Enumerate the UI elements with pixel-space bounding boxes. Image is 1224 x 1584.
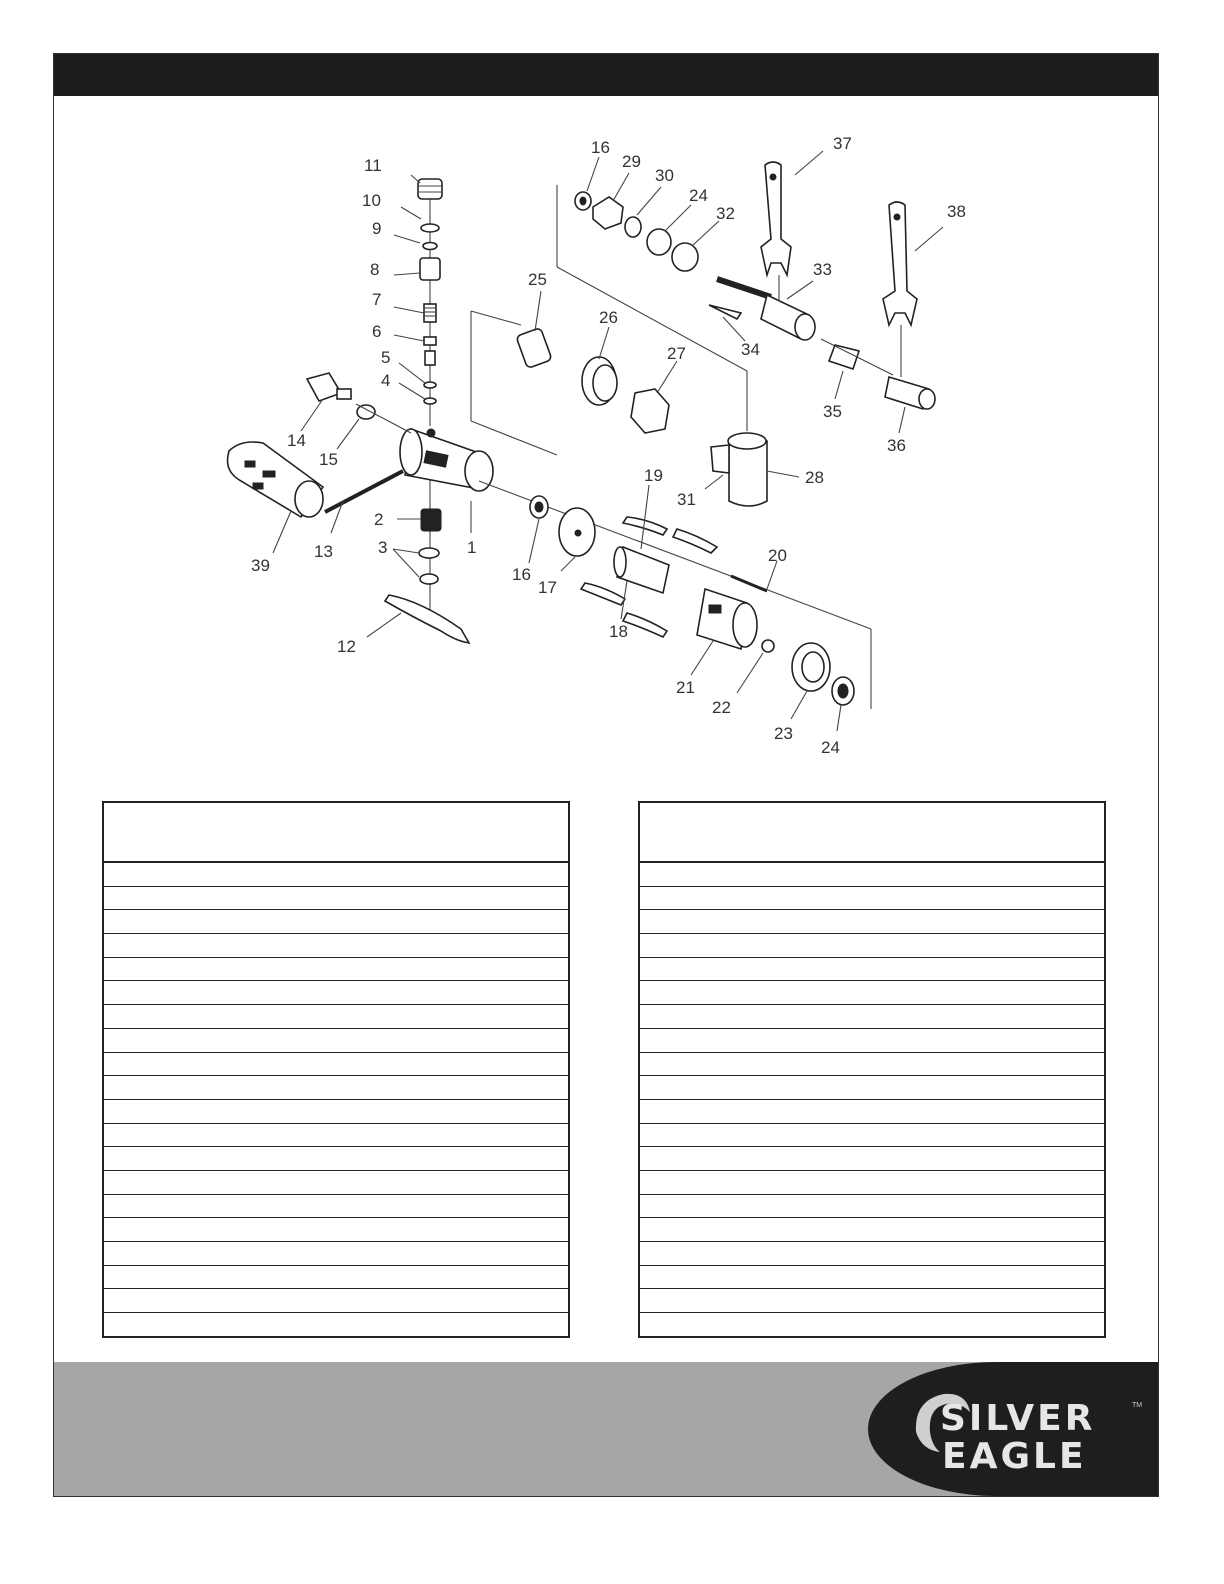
table-row (639, 1289, 1105, 1313)
callout-28: 28 (805, 468, 824, 487)
table-row (103, 934, 569, 958)
table-row (103, 1170, 569, 1194)
table-row (639, 886, 1105, 910)
part-1-housing (400, 429, 493, 491)
parts-table-left (102, 801, 570, 1338)
table-row (103, 1076, 569, 1100)
callout-24-b: 24 (821, 738, 840, 757)
callout-9: 9 (372, 219, 382, 238)
callout-37: 37 (833, 134, 852, 153)
table-row (103, 1147, 569, 1171)
table-row (103, 1123, 569, 1147)
table-row (103, 957, 569, 981)
parts-table-right (638, 801, 1106, 1338)
callout-1: 1 (467, 538, 477, 557)
part-33-spindle (717, 279, 815, 340)
callout-7: 7 (372, 290, 382, 309)
table-row (103, 1265, 569, 1289)
table-row (103, 1313, 569, 1337)
part-28-angle-head (711, 433, 767, 506)
table-row (103, 1099, 569, 1123)
table-row (103, 1289, 569, 1313)
table-row (103, 1218, 569, 1242)
callout-20: 20 (768, 546, 787, 565)
callout-21: 21 (676, 678, 695, 697)
table-row (639, 1313, 1105, 1337)
table-row (639, 1028, 1105, 1052)
callout-23: 23 (774, 724, 793, 743)
callout-14: 14 (287, 431, 306, 450)
callout-31: 31 (677, 490, 696, 509)
brand-logo (868, 1362, 1158, 1496)
part-21-cylinder (697, 589, 757, 649)
table-row (639, 1123, 1105, 1147)
table-row (103, 1005, 569, 1029)
callout-26: 26 (599, 308, 618, 327)
brand-line1: SILVER (940, 1398, 1096, 1439)
callout-3: 3 (378, 538, 388, 557)
table-row (639, 1099, 1105, 1123)
table-row (639, 1170, 1105, 1194)
exploded-parts-diagram (54, 54, 1158, 774)
table-row (103, 1028, 569, 1052)
callout-27: 27 (667, 344, 686, 363)
callout-22: 22 (712, 698, 731, 717)
callout-36: 36 (887, 436, 906, 455)
part-38-wrench (883, 202, 917, 325)
callout-19: 19 (644, 466, 663, 485)
callout-8: 8 (370, 260, 380, 279)
callout-16-b: 16 (512, 565, 531, 584)
callout-38: 38 (947, 202, 966, 221)
callout-10: 10 (362, 191, 381, 210)
table-row (639, 1005, 1105, 1029)
table-row (639, 910, 1105, 934)
table-row (639, 1147, 1105, 1171)
callout-11: 11 (364, 156, 382, 175)
callout-39: 39 (251, 556, 270, 575)
callout-33: 33 (813, 260, 832, 279)
part-37-wrench (761, 162, 791, 275)
table-row (639, 934, 1105, 958)
callout-35: 35 (823, 402, 842, 421)
table-row (639, 1194, 1105, 1218)
table-row (639, 1218, 1105, 1242)
table-row (103, 1242, 569, 1266)
table-row (639, 1265, 1105, 1289)
footer-bar (54, 1362, 1158, 1496)
trademark-mark: TM (1132, 1402, 1143, 1409)
table-row (103, 862, 569, 886)
table-row (639, 1076, 1105, 1100)
brand-line2: EAGLE (942, 1436, 1087, 1477)
part-39-sleeve (228, 442, 324, 517)
callout-17: 17 (538, 578, 557, 597)
table-row (639, 957, 1105, 981)
table-row (639, 862, 1105, 886)
table-header (103, 802, 569, 862)
table-row (103, 1194, 569, 1218)
part-11-inlet-bushing (418, 179, 442, 199)
callout-30: 30 (655, 166, 674, 185)
callout-29: 29 (622, 152, 641, 171)
table-row (639, 1242, 1105, 1266)
table-row (103, 1052, 569, 1076)
callout-5: 5 (381, 348, 391, 367)
callout-2: 2 (374, 510, 384, 529)
callout-15: 15 (319, 450, 338, 469)
part-14-fitting (307, 373, 351, 401)
callout-24-a: 24 (689, 186, 708, 205)
table-row (639, 981, 1105, 1005)
callout-16-a: 16 (591, 138, 610, 157)
table-row (103, 981, 569, 1005)
table-row (639, 1052, 1105, 1076)
table-header (639, 802, 1105, 862)
callout-32: 32 (716, 204, 735, 223)
callout-6: 6 (372, 322, 382, 341)
callout-18: 18 (609, 622, 628, 641)
table-row (103, 886, 569, 910)
callout-12: 12 (337, 637, 356, 656)
table-row (103, 910, 569, 934)
callout-4: 4 (381, 371, 391, 390)
callout-25: 25 (528, 270, 547, 289)
callout-13: 13 (314, 542, 333, 561)
callout-34: 34 (741, 340, 760, 359)
page-frame (53, 53, 1159, 1497)
